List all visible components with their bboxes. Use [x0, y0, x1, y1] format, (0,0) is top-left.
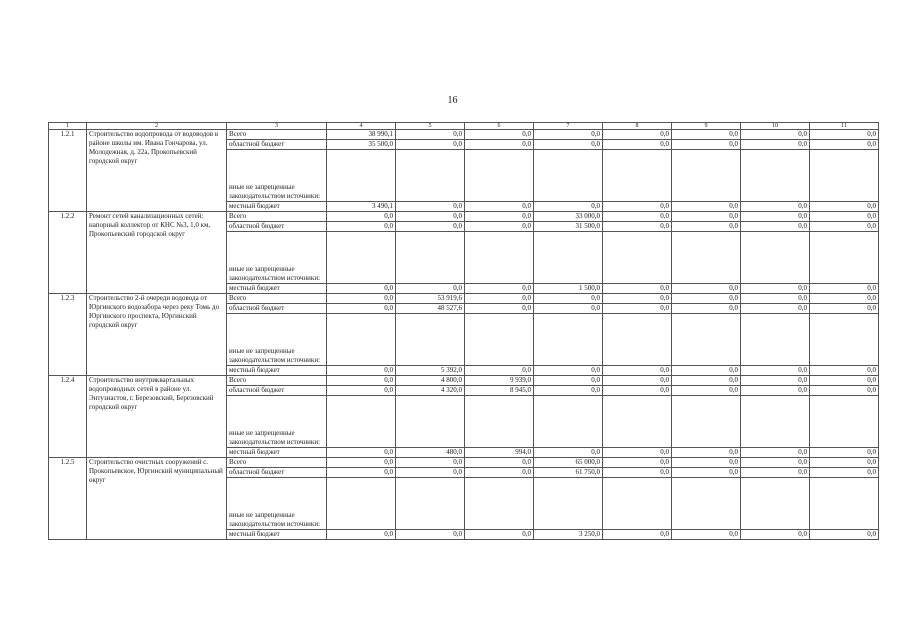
item-name: Ремонт сетей канализационных сетей: напорный коллектор от КНС №3, 1,0 км, Прокопьевский городской округ — [87, 212, 227, 294]
header-cell: 1 — [49, 123, 87, 130]
funding-source: Всего — [227, 130, 327, 140]
funding-source: местный бюджет — [227, 284, 327, 294]
amount-cell: 0,0 — [327, 386, 396, 396]
amount-cell: 53 919,6 — [396, 294, 465, 304]
amount-cell: 0,0 — [327, 304, 396, 314]
amount-cell: 0,0 — [327, 294, 396, 304]
funding-source: Всего — [227, 212, 327, 222]
item-code: 1.2.5 — [49, 458, 87, 540]
amount-cell: 0,0 — [672, 448, 741, 458]
amount-cell: 0,0 — [603, 448, 672, 458]
amount-cell: 0,0 — [327, 458, 396, 468]
amount-cell: 0,0 — [396, 530, 465, 540]
amount-cell: 0,0 — [327, 222, 396, 232]
funding-source: иные не запрещенные законодательством источники: — [227, 232, 327, 284]
amount-cell: 0,0 — [672, 202, 741, 212]
amount-cell: 0,0 — [672, 304, 741, 314]
amount-cell: 3 490,1 — [327, 202, 396, 212]
amount-cell: 0,0 — [396, 284, 465, 294]
header-cell: 9 — [672, 123, 741, 130]
amount-cell: 994,0 — [465, 448, 534, 458]
amount-cell: 0,0 — [741, 448, 810, 458]
item-code: 1.2.2 — [49, 212, 87, 294]
amount-cell: 0,0 — [396, 212, 465, 222]
amount-cell: 0,0 — [603, 202, 672, 212]
amount-cell: 0,0 — [534, 140, 603, 150]
header-cell: 10 — [741, 123, 810, 130]
amount-cell — [465, 396, 534, 448]
amount-cell: 1 500,0 — [534, 284, 603, 294]
amount-cell: 0,0 — [396, 222, 465, 232]
amount-cell: 0,0 — [396, 458, 465, 468]
amount-cell: 0,0 — [810, 294, 879, 304]
amount-cell: 0,0 — [603, 530, 672, 540]
amount-cell — [465, 478, 534, 530]
header-cell: 8 — [603, 123, 672, 130]
amount-cell: 0,0 — [810, 366, 879, 376]
funding-source: Всего — [227, 376, 327, 386]
table-body — [49, 130, 879, 540]
amount-cell: 0,0 — [465, 458, 534, 468]
amount-cell: 0,0 — [741, 458, 810, 468]
amount-cell — [810, 314, 879, 366]
amount-cell: 0,0 — [741, 366, 810, 376]
header-cell: 11 — [810, 123, 879, 130]
amount-cell — [603, 232, 672, 284]
header-row — [49, 123, 879, 130]
funding-source: иные не запрещенные законодательством источники: — [227, 396, 327, 448]
amount-cell: 0,0 — [396, 140, 465, 150]
funding-source: Всего — [227, 294, 327, 304]
amount-cell: 0,0 — [465, 468, 534, 478]
table-row — [49, 212, 879, 222]
amount-cell: 0,0 — [741, 294, 810, 304]
amount-cell: 0,0 — [603, 294, 672, 304]
amount-cell — [810, 478, 879, 530]
amount-cell: 0,0 — [672, 530, 741, 540]
amount-cell: 0,0 — [810, 458, 879, 468]
item-code: 1.2.3 — [49, 294, 87, 376]
amount-cell: 0,0 — [810, 130, 879, 140]
amount-cell: 61 750,0 — [534, 468, 603, 478]
amount-cell: 0,0 — [327, 468, 396, 478]
amount-cell: 0,0 — [672, 212, 741, 222]
amount-cell: 0,0 — [672, 140, 741, 150]
amount-cell — [741, 150, 810, 202]
amount-cell — [603, 396, 672, 448]
amount-cell: 0,0 — [810, 284, 879, 294]
amount-cell: 0,0 — [741, 140, 810, 150]
amount-cell — [603, 314, 672, 366]
amount-cell — [396, 396, 465, 448]
header-cell: 5 — [396, 123, 465, 130]
amount-cell: 4 320,0 — [396, 386, 465, 396]
amount-cell: 0,0 — [534, 366, 603, 376]
amount-cell: 9 939,0 — [465, 376, 534, 386]
amount-cell — [327, 232, 396, 284]
header-cell: 2 — [87, 123, 227, 130]
amount-cell: 0,0 — [534, 304, 603, 314]
amount-cell: 0,0 — [672, 468, 741, 478]
amount-cell — [534, 478, 603, 530]
amount-cell: 0,0 — [603, 222, 672, 232]
amount-cell: 0,0 — [810, 468, 879, 478]
amount-cell — [396, 150, 465, 202]
amount-cell: 0,0 — [741, 530, 810, 540]
amount-cell: 8 945,0 — [465, 386, 534, 396]
funding-source: областной бюджет — [227, 468, 327, 478]
amount-cell: 0,0 — [603, 130, 672, 140]
amount-cell: 0,0 — [465, 366, 534, 376]
header-cell: 4 — [327, 123, 396, 130]
amount-cell: 0,0 — [741, 130, 810, 140]
amount-cell: 0,0 — [672, 386, 741, 396]
amount-cell — [672, 478, 741, 530]
amount-cell: 0,0 — [465, 222, 534, 232]
amount-cell: 0,0 — [534, 448, 603, 458]
funding-source: местный бюджет — [227, 530, 327, 540]
amount-cell — [396, 232, 465, 284]
amount-cell: 0,0 — [603, 376, 672, 386]
amount-cell — [327, 314, 396, 366]
amount-cell — [465, 232, 534, 284]
amount-cell: 0,0 — [672, 284, 741, 294]
funding-source: местный бюджет — [227, 366, 327, 376]
amount-cell — [534, 232, 603, 284]
amount-cell: 0,0 — [672, 222, 741, 232]
amount-cell — [534, 150, 603, 202]
amount-cell: 0,0 — [741, 212, 810, 222]
amount-cell: 0,0 — [603, 386, 672, 396]
amount-cell: 0,0 — [741, 222, 810, 232]
amount-cell — [672, 396, 741, 448]
amount-cell: 31 500,0 — [534, 222, 603, 232]
amount-cell: 0,0 — [465, 212, 534, 222]
page-number: 16 — [447, 95, 458, 106]
amount-cell: 0,0 — [327, 448, 396, 458]
funding-table — [48, 122, 879, 540]
amount-cell — [603, 478, 672, 530]
amount-cell: 0,0 — [534, 130, 603, 140]
amount-cell — [327, 478, 396, 530]
amount-cell: 0,0 — [465, 304, 534, 314]
amount-cell: 0,0 — [396, 130, 465, 140]
header-cell: 6 — [465, 123, 534, 130]
amount-cell — [810, 150, 879, 202]
amount-cell: 0,0 — [603, 284, 672, 294]
amount-cell: 0,0 — [810, 376, 879, 386]
item-name: Строительство 2-й очереди водовода от Юргинского водозабора через реку Томь до Юргинского проспекта, Юргинский городской округ — [87, 294, 227, 376]
amount-cell — [672, 232, 741, 284]
amount-cell: 0,0 — [810, 386, 879, 396]
amount-cell: 0,0 — [465, 530, 534, 540]
funding-source: областной бюджет — [227, 140, 327, 150]
amount-cell: 0,0 — [810, 140, 879, 150]
funding-source: местный бюджет — [227, 448, 327, 458]
amount-cell — [465, 150, 534, 202]
amount-cell: 0,0 — [327, 212, 396, 222]
amount-cell: 0,0 — [327, 284, 396, 294]
amount-cell: 65 000,0 — [534, 458, 603, 468]
amount-cell: 0,0 — [810, 530, 879, 540]
amount-cell — [534, 396, 603, 448]
amount-cell — [741, 314, 810, 366]
amount-cell: 33 000,0 — [534, 212, 603, 222]
funding-source: областной бюджет — [227, 386, 327, 396]
amount-cell: 0,0 — [810, 304, 879, 314]
amount-cell: 0,0 — [465, 284, 534, 294]
amount-cell: 0,0 — [741, 468, 810, 478]
amount-cell — [810, 396, 879, 448]
amount-cell: 480,0 — [396, 448, 465, 458]
funding-source: иные не запрещенные законодательством источники: — [227, 478, 327, 530]
amount-cell: 0,0 — [603, 458, 672, 468]
amount-cell: 0,0 — [603, 212, 672, 222]
amount-cell: 3 250,0 — [534, 530, 603, 540]
amount-cell: 0,0 — [603, 140, 672, 150]
amount-cell: 0,0 — [810, 222, 879, 232]
item-code: 1.2.1 — [49, 130, 87, 212]
amount-cell: 0,0 — [534, 294, 603, 304]
table-row — [49, 130, 879, 140]
amount-cell: 0,0 — [741, 386, 810, 396]
amount-cell: 0,0 — [327, 376, 396, 386]
item-name: Строительство внутриквартальных водопроводных сетей в районе ул. Энтузиастов, г. Березовский, Березовский городской округ — [87, 376, 227, 458]
amount-cell — [534, 314, 603, 366]
amount-cell — [465, 314, 534, 366]
table-row — [49, 376, 879, 386]
amount-cell: 0,0 — [741, 202, 810, 212]
amount-cell: 48 527,6 — [396, 304, 465, 314]
amount-cell: 0,0 — [603, 468, 672, 478]
amount-cell: 5 392,0 — [396, 366, 465, 376]
amount-cell — [741, 396, 810, 448]
amount-cell: 0,0 — [672, 458, 741, 468]
amount-cell — [672, 150, 741, 202]
item-name: Строительство очистных сооружений с. Прокопьевское, Юргинский муниципальный округ — [87, 458, 227, 540]
amount-cell: 0,0 — [741, 304, 810, 314]
funding-source: местный бюджет — [227, 202, 327, 212]
amount-cell: 0,0 — [396, 202, 465, 212]
amount-cell: 0,0 — [672, 366, 741, 376]
amount-cell: 0,0 — [741, 284, 810, 294]
funding-source: областной бюджет — [227, 304, 327, 314]
amount-cell — [603, 150, 672, 202]
amount-cell: 4 800,0 — [396, 376, 465, 386]
amount-cell — [396, 478, 465, 530]
amount-cell: 0,0 — [465, 130, 534, 140]
amount-cell — [396, 314, 465, 366]
amount-cell: 0,0 — [810, 212, 879, 222]
amount-cell — [810, 232, 879, 284]
funding-source: иные не запрещенные законодательством источники: — [227, 150, 327, 202]
table-row — [49, 458, 879, 468]
amount-cell: 0,0 — [465, 294, 534, 304]
amount-cell: 38 990,1 — [327, 130, 396, 140]
amount-cell — [741, 478, 810, 530]
item-code: 1.2.4 — [49, 376, 87, 458]
amount-cell: 0,0 — [465, 140, 534, 150]
table-row — [49, 294, 879, 304]
amount-cell: 0,0 — [534, 376, 603, 386]
amount-cell: 0,0 — [534, 386, 603, 396]
header-cell: 7 — [534, 123, 603, 130]
funding-source: областной бюджет — [227, 222, 327, 232]
amount-cell: 0,0 — [603, 304, 672, 314]
amount-cell: 0,0 — [327, 366, 396, 376]
amount-cell — [672, 314, 741, 366]
item-name: Строительство водопровода от водоводов в районе школы им. Ивана Гончарова, ул. Молодежная, д. 22а, Прокопьевский городской округ — [87, 130, 227, 212]
amount-cell: 0,0 — [741, 376, 810, 386]
amount-cell: 0,0 — [327, 530, 396, 540]
amount-cell — [741, 232, 810, 284]
funding-source: Всего — [227, 458, 327, 468]
amount-cell: 0,0 — [672, 294, 741, 304]
amount-cell: 0,0 — [810, 202, 879, 212]
amount-cell — [327, 396, 396, 448]
amount-cell: 0,0 — [603, 366, 672, 376]
amount-cell: 35 500,0 — [327, 140, 396, 150]
amount-cell: 0,0 — [396, 468, 465, 478]
amount-cell — [327, 150, 396, 202]
amount-cell: 0,0 — [465, 202, 534, 212]
amount-cell: 0,0 — [672, 130, 741, 140]
amount-cell: 0,0 — [534, 202, 603, 212]
amount-cell: 0,0 — [672, 376, 741, 386]
header-cell: 3 — [227, 123, 327, 130]
funding-source: иные не запрещенные законодательством источники: — [227, 314, 327, 366]
amount-cell: 0,0 — [810, 448, 879, 458]
